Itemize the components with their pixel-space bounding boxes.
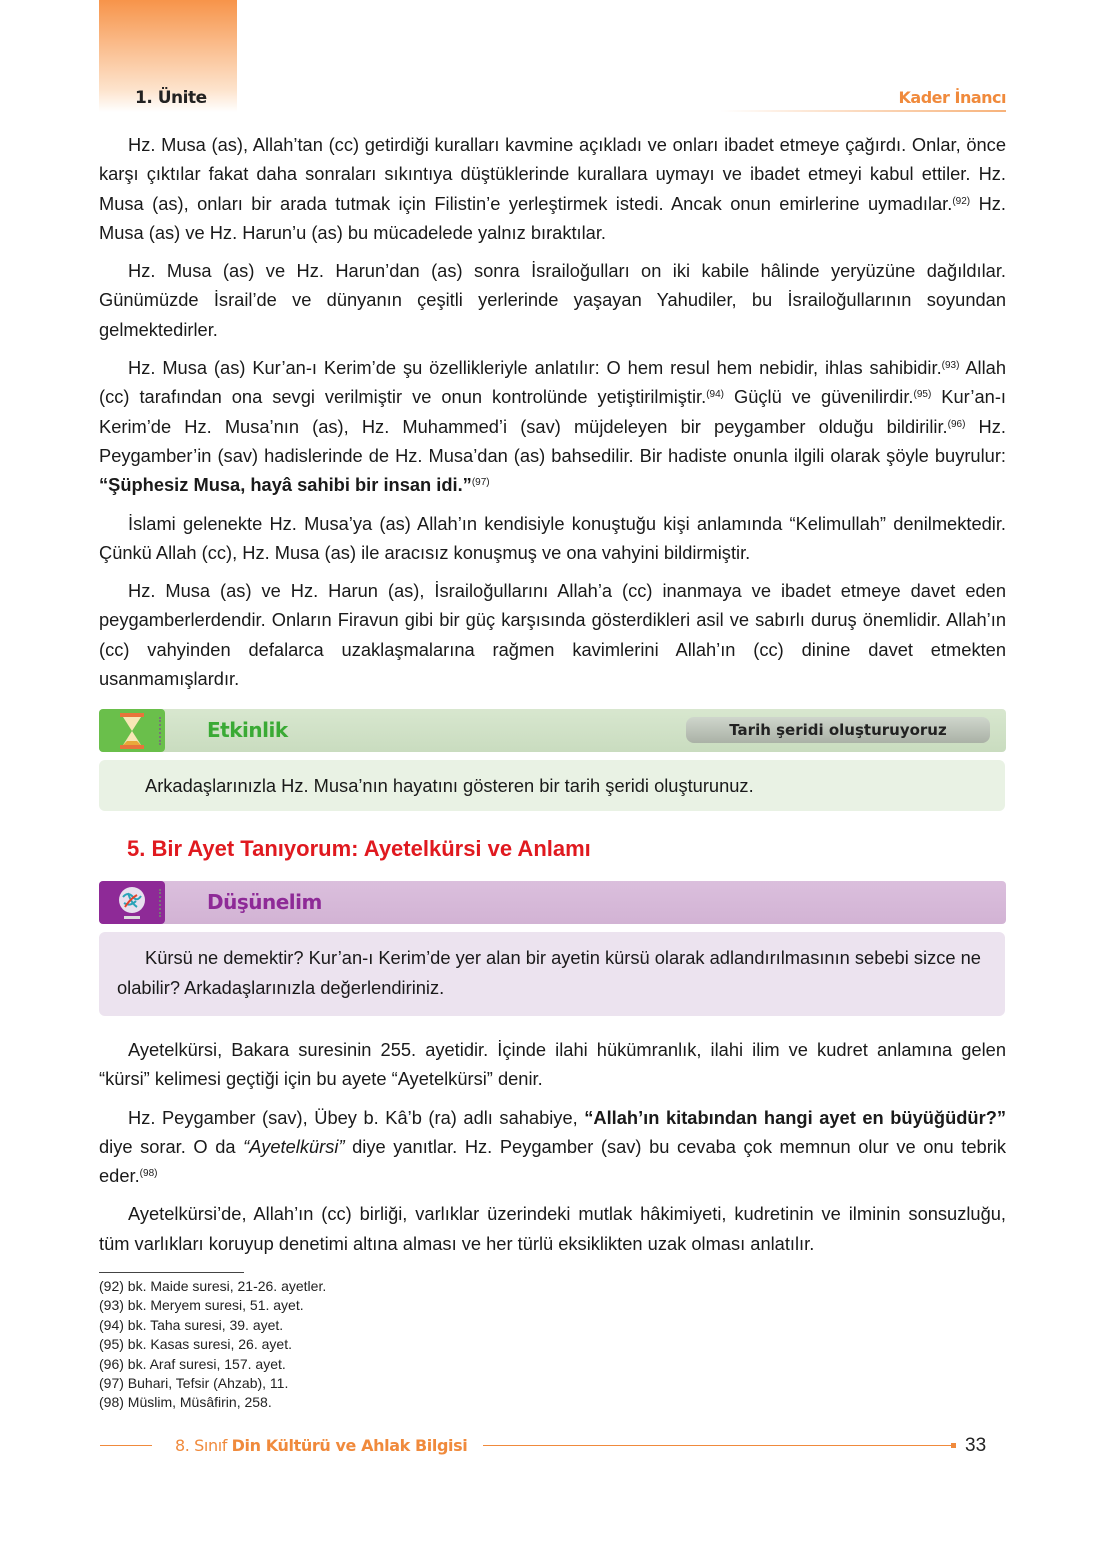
footnote: (92) bk. Maide suresi, 21-26. ayetler.: [99, 1278, 327, 1294]
text-run: Hz. Peygamber (sav), Übey b. Kâ’b (ra) adlı sahabiye,: [128, 1106, 585, 1128]
unit-label: 1. Ünite: [135, 88, 207, 108]
text-run: diye yanıtlar. Hz. Peygamber (sav) bu cevaba çok memnun olur ve onu tebrik eder.: [99, 1135, 1006, 1187]
activity-topic: Tarih şeridi oluşturuyoruz: [686, 717, 990, 743]
footnote: (96) bk. Araf suresi, 157. ayet.: [99, 1355, 286, 1372]
footnote-ref: (98): [139, 1168, 158, 1180]
page-number: 33: [965, 1435, 987, 1456]
text-run: Hz. Musa (as), Allah’tan (cc) getirdiği kuralları kavmine açıkladı ve onları ibadet etmeye çağırdı. Onlar, önce karşı çıktılar fakat daha sonraları sıkıntıya düştüklerinde kurallara uymayı ve ibadet etmeyi kabul ettiler. Hz. Musa (as), onları bir arada tutmak için Filistin’e yerleştirmek istedi. Ancak onun emirlerine uymadılar.: [99, 134, 1006, 214]
text-run: Kur’an-ı Kerim’de Hz. Musa’nın (as), Hz. Muhammed’i (sav) müjdeleyen bir peygamber olduğu bildirilir.: [99, 386, 1006, 437]
bold-quote: “Şüphesiz Musa, hayâ sahibi bir insan idi.”: [99, 474, 472, 496]
footnote: (93) bk. Meryem suresi, 51. ayet.: [99, 1297, 304, 1314]
body-text-2: [99, 1035, 1006, 1267]
footnote-divider: [99, 1272, 244, 1273]
activity-text: Arkadaşlarınızla Hz. Musa’nın hayatını gösteren bir tarih şeridi oluşturunuz.: [99, 760, 1005, 811]
hourglass-icon: [99, 709, 165, 752]
paragraph: [99, 1103, 1006, 1191]
footer-line: [100, 1445, 152, 1446]
bold-quote: “Allah’ın kitabından hangi ayet en büyüğüdür?”: [584, 1106, 1007, 1128]
footnote: (98) Müslim, Müsâfirin, 258.: [99, 1394, 272, 1411]
text-run: Hz. Musa (as) ve Hz. Harun’u (as) bu mücadelede yalnız bıraktılar.: [99, 192, 1006, 243]
text-run: Allah (cc) tarafından ona sevgi verilmiştir ve onun kontrolünde yetiştirilmiştir.: [99, 357, 1006, 408]
footnote: (97) Buhari, Tefsir (Ahzab), 11.: [99, 1375, 289, 1392]
footer-subject: Din Kültürü ve Ahlak Bilgisi: [231, 1436, 468, 1455]
binder-rings-icon: [159, 717, 173, 745]
text-run: Hz. Peygamber’in (sav) hadislerinde de Hz. Musa’dan (as) bahsedilir. Bir hadiste onunla ilgili olarak şöyle buyrulur:: [99, 415, 1006, 466]
footnote: (95) bk. Kasas suresi, 26. ayet.: [99, 1336, 292, 1353]
footnote-ref: (96): [947, 418, 966, 430]
footer-grade: 8. Sınıf: [175, 1436, 232, 1455]
paragraph: [99, 1199, 1006, 1258]
footnotes: [99, 1277, 326, 1413]
footnote-ref: (93): [941, 360, 960, 372]
footnote-ref: (97): [471, 477, 490, 489]
footnote-ref: (92): [952, 195, 971, 207]
paragraph: [99, 1035, 1006, 1094]
chapter-title: Kader İnancı: [898, 88, 1006, 107]
footnote-ref: (95): [913, 389, 932, 401]
binder-rings-icon: [159, 889, 173, 917]
italic-text: “Ayetelkürsi”: [243, 1135, 345, 1157]
paragraph: [99, 353, 1006, 499]
text-run: Hz. Musa (as) Kur’an-ı Kerim’de şu özellikleriyle anlatılır: O hem resul hem nebidir, ihlas sahibidir.: [128, 357, 942, 379]
activity-label: Etkinlik: [207, 718, 288, 742]
think-header: [99, 881, 1006, 924]
think-text: Kürsü ne demektir? Kur’an-ı Kerim’de yer alan bir ayetin kürsü olarak adlandırılmasının sebebi sizce ne olabilir? Arkadaşlarınızla değerlendiriniz.: [99, 932, 1005, 1016]
footer-dot: [951, 1443, 956, 1448]
footnote-ref: (94): [706, 389, 725, 401]
text-run: Ayetelkürsi, Bakara suresinin 255. ayetidir. İçinde ilahi hükümranlık, ilahi ilim ve kudret anlamına gelen “kürsi” kelimesi geçtiği için bu ayete “Ayetelkürsi” denir.: [99, 1039, 1006, 1090]
section-title: 5. Bir Ayet Tanıyorum: Ayetelkürsi ve Anlamı: [127, 836, 591, 861]
text-run: diye sorar. O da: [99, 1135, 244, 1157]
text-run: Hz. Musa (as) ve Hz. Harun (as), İsrailoğullarını Allah’a (cc) inanmaya ve ibadet etmeye davet eden peygamberlerdendir. Onların Firavun gibi bir güç karşısında gösterdikleri asil ve sabırlı duruş önemlidir. Allah’ın (cc) vahyinden defalarca uzaklaşmalarına rağmen kavimlerini Allah’ın (cc) dinine davet etmekten usanmamışlardır.: [99, 580, 1006, 690]
text-run: Hz. Musa (as) ve Hz. Harun’dan (as) sonra İsrailoğulları on iki kabile hâlinde yeryüzüne dağıldılar. Günümüzde İsrail’de ve dünyanın çeşitli yerlerinde yaşayan Yahudiler, bu İsrailoğullarının soyundan gelmektedirler.: [99, 260, 1006, 340]
text-run: Güçlü ve güvenilirdir.: [724, 386, 914, 408]
paragraph: [99, 509, 1006, 568]
brain-icon: [99, 881, 165, 924]
header-divider: [720, 110, 1006, 112]
activity-header: [99, 709, 1006, 752]
text-run: Ayetelkürsi’de, Allah’ın (cc) birliği, varlıklar üzerindeki mutlak hâkimiyeti, kudretinin ve ilminin sonsuzluğu, tüm varlıkları koruyup denetimi altına alması ve her türlü eksiklikten uzak olması anlatılır.: [99, 1203, 1006, 1254]
paragraph: [99, 576, 1006, 693]
footnote: (94) bk. Taha suresi, 39. ayet.: [99, 1316, 284, 1333]
text-run: İslami gelenekte Hz. Musa’ya (as) Allah’ın kendisiyle konuştuğu kişi anlamında “Kelimullah” denilmektedir. Çünkü Allah (cc), Hz. Musa (as) ile aracısız konuşmuş ve ona vahyini bildirmiştir.: [99, 512, 1006, 563]
footer-line: [483, 1445, 953, 1446]
footer-book-title: [175, 1436, 467, 1455]
body-text-1: [99, 130, 1006, 702]
think-label: Düşünelim: [207, 890, 322, 914]
paragraph: [99, 130, 1006, 247]
paragraph: [99, 256, 1006, 344]
